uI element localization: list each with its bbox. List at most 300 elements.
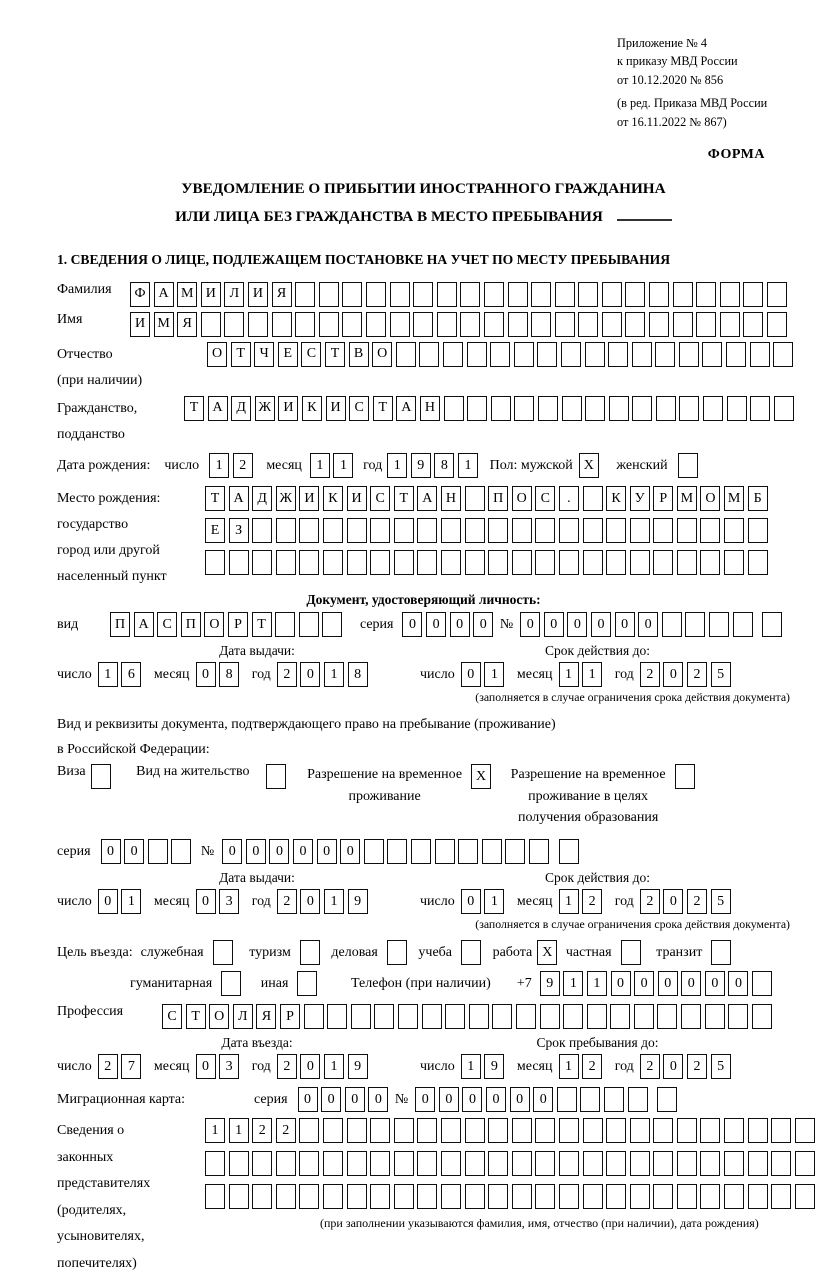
cell[interactable] [299,1118,319,1143]
cell[interactable]: М [724,486,744,511]
cell[interactable] [632,396,652,421]
cell[interactable] [488,518,508,543]
cell[interactable]: О [372,342,392,367]
cell[interactable] [681,1004,701,1029]
cell[interactable]: 1 [121,889,141,914]
cell[interactable] [795,1118,815,1143]
cell[interactable] [657,1004,677,1029]
cell[interactable]: 0 [567,612,587,637]
cell[interactable]: 0 [269,839,289,864]
cell[interactable] [465,518,485,543]
cell[interactable] [295,282,315,307]
cell[interactable]: Е [278,342,298,367]
cell[interactable] [347,550,367,575]
cell[interactable]: 9 [348,1054,368,1079]
cell[interactable] [696,282,716,307]
cell[interactable]: З [229,518,249,543]
cell[interactable] [559,839,579,864]
cell[interactable]: Т [325,342,345,367]
cell[interactable] [465,1118,485,1143]
cell[interactable]: О [204,612,224,637]
cell[interactable] [319,312,339,337]
cell[interactable] [703,396,723,421]
cell[interactable] [248,312,268,337]
cell[interactable] [630,550,650,575]
cell[interactable]: С [162,1004,182,1029]
cell[interactable]: А [208,396,228,421]
cell[interactable]: Д [231,396,251,421]
cell[interactable]: 0 [486,1087,506,1112]
cell[interactable] [679,342,699,367]
cell[interactable] [563,1004,583,1029]
cell[interactable]: 0 [663,1054,683,1079]
cell[interactable] [724,1184,744,1209]
cell[interactable] [295,312,315,337]
cell[interactable] [370,1184,390,1209]
cell[interactable]: 2 [98,1054,118,1079]
cell[interactable] [419,342,439,367]
cell[interactable] [351,1004,371,1029]
cell[interactable] [540,1004,560,1029]
cell[interactable]: 8 [348,662,368,687]
cell[interactable]: 7 [121,1054,141,1079]
cell[interactable] [610,1004,630,1029]
cell[interactable]: 0 [300,662,320,687]
cell[interactable] [673,312,693,337]
cell[interactable] [323,550,343,575]
cell[interactable] [396,342,416,367]
cell[interactable] [413,312,433,337]
cell[interactable]: 2 [277,889,297,914]
cell[interactable]: 3 [219,1054,239,1079]
cell[interactable] [435,839,455,864]
cell[interactable] [482,839,502,864]
cell[interactable] [529,839,549,864]
cell[interactable]: Ж [255,396,275,421]
cell[interactable] [488,1118,508,1143]
cell[interactable] [366,312,386,337]
cell[interactable] [634,1004,654,1029]
cell[interactable] [327,1004,347,1029]
cell[interactable] [252,1151,272,1176]
cell[interactable] [583,550,603,575]
cell[interactable] [443,342,463,367]
cell[interactable]: 0 [634,971,654,996]
cell[interactable]: 2 [640,889,660,914]
cell[interactable]: 0 [222,839,242,864]
cell[interactable] [748,1151,768,1176]
cell[interactable]: 0 [317,839,337,864]
cell[interactable]: И [130,312,150,337]
cell[interactable] [364,839,384,864]
cell[interactable] [299,612,319,637]
cell[interactable] [299,1184,319,1209]
cell[interactable] [773,342,793,367]
cell[interactable]: 1 [461,1054,481,1079]
cell[interactable] [720,312,740,337]
cell[interactable]: 9 [540,971,560,996]
cell[interactable] [394,1184,414,1209]
cell[interactable]: П [110,612,130,637]
cell[interactable] [628,1087,648,1112]
cell[interactable]: X [471,764,491,789]
cell[interactable] [630,1184,650,1209]
cell[interactable]: 0 [246,839,266,864]
cell[interactable] [630,1118,650,1143]
cell[interactable] [748,518,768,543]
cell[interactable] [673,282,693,307]
cell[interactable] [677,1118,697,1143]
cell[interactable]: 0 [439,1087,459,1112]
cell[interactable] [625,282,645,307]
cell[interactable]: Я [256,1004,276,1029]
cell[interactable] [649,312,669,337]
cell[interactable] [767,312,787,337]
cell[interactable]: 0 [462,1087,482,1112]
cell[interactable] [752,971,772,996]
cell[interactable] [417,1184,437,1209]
cell[interactable] [748,550,768,575]
cell[interactable] [677,550,697,575]
cell[interactable] [678,453,698,478]
cell[interactable] [514,396,534,421]
cell[interactable] [484,312,504,337]
cell[interactable]: И [248,282,268,307]
cell[interactable]: 9 [484,1054,504,1079]
cell[interactable] [417,518,437,543]
cell[interactable]: 1 [333,453,353,478]
cell[interactable]: А [396,396,416,421]
cell[interactable] [417,1151,437,1176]
cell[interactable]: 2 [687,662,707,687]
cell[interactable]: Е [205,518,225,543]
cell[interactable]: Т [252,612,272,637]
cell[interactable]: 0 [300,889,320,914]
cell[interactable]: К [606,486,626,511]
cell[interactable]: Р [653,486,673,511]
cell[interactable] [606,518,626,543]
cell[interactable] [700,518,720,543]
cell[interactable] [677,1184,697,1209]
cell[interactable] [252,518,272,543]
cell[interactable] [437,282,457,307]
cell[interactable] [653,1151,673,1176]
cell[interactable] [535,1151,555,1176]
cell[interactable]: 2 [582,889,602,914]
cell[interactable] [394,550,414,575]
cell[interactable] [508,282,528,307]
cell[interactable]: И [347,486,367,511]
cell[interactable] [795,1151,815,1176]
cell[interactable] [677,518,697,543]
cell[interactable] [700,1151,720,1176]
cell[interactable] [492,1004,512,1029]
cell[interactable] [606,550,626,575]
cell[interactable] [490,342,510,367]
cell[interactable]: 1 [563,971,583,996]
cell[interactable] [655,342,675,367]
cell[interactable] [743,282,763,307]
cell[interactable] [700,550,720,575]
cell[interactable] [488,550,508,575]
cell[interactable]: И [278,396,298,421]
cell[interactable] [559,1151,579,1176]
cell[interactable] [387,940,407,965]
cell[interactable]: Я [272,282,292,307]
cell[interactable] [512,1151,532,1176]
cell[interactable] [323,1184,343,1209]
cell[interactable] [733,612,753,637]
cell[interactable] [657,1087,677,1112]
cell[interactable] [583,1151,603,1176]
cell[interactable] [323,1118,343,1143]
cell[interactable] [387,839,407,864]
cell[interactable]: О [207,342,227,367]
cell[interactable] [422,1004,442,1029]
cell[interactable] [508,312,528,337]
cell[interactable]: 0 [426,612,446,637]
cell[interactable]: 1 [559,1054,579,1079]
cell[interactable] [583,486,603,511]
cell[interactable]: 1 [387,453,407,478]
cell[interactable] [390,312,410,337]
cell[interactable] [583,1184,603,1209]
cell[interactable]: 0 [98,889,118,914]
cell[interactable] [700,1118,720,1143]
cell[interactable] [370,518,390,543]
cell[interactable]: Р [228,612,248,637]
cell[interactable]: 1 [310,453,330,478]
cell[interactable] [724,1151,744,1176]
cell[interactable] [171,839,191,864]
cell[interactable]: 0 [450,612,470,637]
cell[interactable] [394,1118,414,1143]
cell[interactable]: И [299,486,319,511]
cell[interactable] [774,396,794,421]
cell[interactable] [394,518,414,543]
cell[interactable]: 0 [461,889,481,914]
cell[interactable]: 0 [415,1087,435,1112]
cell[interactable] [559,518,579,543]
cell[interactable]: К [302,396,322,421]
cell[interactable]: Д [252,486,272,511]
cell[interactable] [322,612,342,637]
cell[interactable]: 0 [402,612,422,637]
cell[interactable] [559,1118,579,1143]
cell[interactable] [465,486,485,511]
cell[interactable]: Т [205,486,225,511]
cell[interactable] [370,1151,390,1176]
cell[interactable] [484,282,504,307]
cell[interactable]: С [349,396,369,421]
cell[interactable]: А [134,612,154,637]
cell[interactable] [649,282,669,307]
cell[interactable] [578,282,598,307]
cell[interactable]: 1 [458,453,478,478]
cell[interactable] [488,1151,508,1176]
cell[interactable]: О [512,486,532,511]
cell[interactable]: М [154,312,174,337]
cell[interactable]: 0 [510,1087,530,1112]
cell[interactable] [205,1184,225,1209]
cell[interactable] [411,839,431,864]
cell[interactable]: Т [394,486,414,511]
cell[interactable] [347,1118,367,1143]
cell[interactable]: 2 [687,889,707,914]
cell[interactable] [656,396,676,421]
cell[interactable] [441,1151,461,1176]
cell[interactable]: 0 [321,1087,341,1112]
cell[interactable] [535,1118,555,1143]
cell[interactable]: 1 [324,889,344,914]
cell[interactable]: 0 [681,971,701,996]
cell[interactable]: Н [420,396,440,421]
cell[interactable] [512,550,532,575]
cell[interactable] [630,518,650,543]
cell[interactable] [347,518,367,543]
cell[interactable]: И [326,396,346,421]
cell[interactable]: 6 [121,662,141,687]
cell[interactable] [512,518,532,543]
cell[interactable]: 0 [293,839,313,864]
cell[interactable] [505,839,525,864]
cell[interactable] [319,282,339,307]
cell[interactable] [229,1184,249,1209]
cell[interactable]: И [201,282,221,307]
cell[interactable]: 1 [209,453,229,478]
cell[interactable]: 1 [324,1054,344,1079]
cell[interactable]: . [559,486,579,511]
cell[interactable]: 9 [411,453,431,478]
cell[interactable] [512,1118,532,1143]
cell[interactable]: 0 [663,662,683,687]
cell[interactable]: 2 [640,1054,660,1079]
cell[interactable] [685,612,705,637]
cell[interactable]: 2 [687,1054,707,1079]
cell[interactable] [535,518,555,543]
cell[interactable]: Р [280,1004,300,1029]
cell[interactable] [752,1004,772,1029]
cell[interactable]: К [323,486,343,511]
cell[interactable]: М [677,486,697,511]
cell[interactable] [727,396,747,421]
cell[interactable] [537,342,557,367]
cell[interactable] [557,1087,577,1112]
cell[interactable]: С [301,342,321,367]
cell[interactable] [374,1004,394,1029]
cell[interactable] [299,1151,319,1176]
cell[interactable] [585,396,605,421]
cell[interactable] [559,550,579,575]
cell[interactable]: Н [441,486,461,511]
cell[interactable] [445,1004,465,1029]
cell[interactable] [677,1151,697,1176]
cell[interactable] [205,1151,225,1176]
cell[interactable]: М [177,282,197,307]
cell[interactable] [662,612,682,637]
cell[interactable]: А [154,282,174,307]
cell[interactable] [728,1004,748,1029]
cell[interactable] [229,1151,249,1176]
cell[interactable] [606,1151,626,1176]
cell[interactable]: 0 [345,1087,365,1112]
cell[interactable] [602,312,622,337]
cell[interactable] [441,1184,461,1209]
cell[interactable] [748,1118,768,1143]
cell[interactable]: 0 [196,889,216,914]
cell[interactable] [300,940,320,965]
cell[interactable] [531,282,551,307]
cell[interactable]: 1 [484,889,504,914]
cell[interactable] [724,550,744,575]
cell[interactable]: 0 [368,1087,388,1112]
cell[interactable] [201,312,221,337]
cell[interactable]: 1 [205,1118,225,1143]
cell[interactable] [602,282,622,307]
cell[interactable] [653,1184,673,1209]
cell[interactable] [488,1184,508,1209]
cell[interactable]: 5 [711,889,731,914]
cell[interactable]: 5 [711,662,731,687]
cell[interactable]: 2 [252,1118,272,1143]
cell[interactable] [394,1151,414,1176]
cell[interactable] [580,1087,600,1112]
cell[interactable]: О [700,486,720,511]
cell[interactable] [535,1184,555,1209]
cell[interactable] [583,1118,603,1143]
cell[interactable] [750,396,770,421]
cell[interactable] [417,550,437,575]
cell[interactable]: 3 [219,889,239,914]
cell[interactable] [275,612,295,637]
cell[interactable] [276,518,296,543]
cell[interactable] [91,764,111,789]
cell[interactable]: Я [177,312,197,337]
cell[interactable]: 0 [196,662,216,687]
cell[interactable] [299,518,319,543]
cell[interactable]: Ж [276,486,296,511]
cell[interactable] [342,312,362,337]
cell[interactable] [460,282,480,307]
cell[interactable] [205,550,225,575]
cell[interactable] [413,282,433,307]
cell[interactable] [370,550,390,575]
cell[interactable] [653,518,673,543]
cell[interactable] [608,342,628,367]
cell[interactable] [606,1118,626,1143]
cell[interactable] [767,282,787,307]
cell[interactable] [148,839,168,864]
cell[interactable] [696,312,716,337]
cell[interactable]: П [181,612,201,637]
cell[interactable]: С [535,486,555,511]
cell[interactable]: 1 [559,662,579,687]
cell[interactable]: 0 [544,612,564,637]
cell[interactable]: 0 [340,839,360,864]
cell[interactable] [458,839,478,864]
cell[interactable] [390,282,410,307]
cell[interactable]: 0 [705,971,725,996]
cell[interactable]: Т [231,342,251,367]
cell[interactable] [347,1151,367,1176]
cell[interactable] [538,396,558,421]
cell[interactable] [224,312,244,337]
cell[interactable] [491,396,511,421]
cell[interactable] [229,550,249,575]
cell[interactable] [441,1118,461,1143]
cell[interactable] [795,1184,815,1209]
cell[interactable]: 0 [533,1087,553,1112]
